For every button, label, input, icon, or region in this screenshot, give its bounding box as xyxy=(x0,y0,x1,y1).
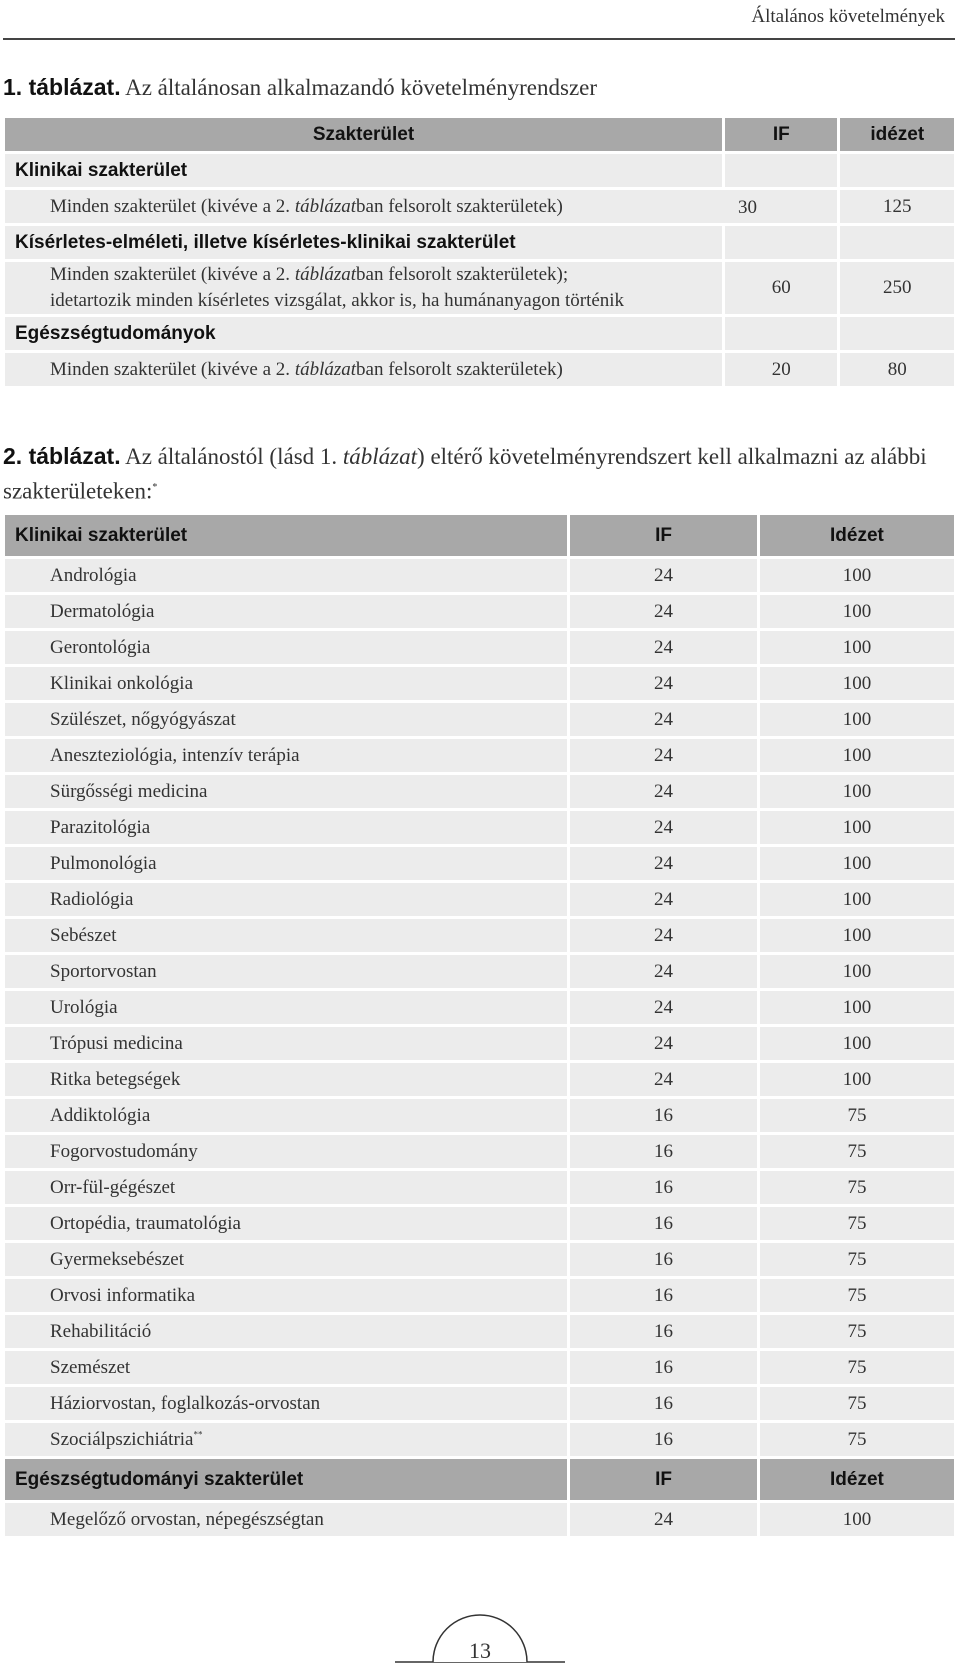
table1-caption-label: 1. táblázat. xyxy=(3,74,121,100)
table1-header-row xyxy=(5,118,954,151)
table2-header-idezet: Idézet xyxy=(760,515,954,556)
table2-row-if: 24 xyxy=(570,811,757,844)
table1-row xyxy=(5,262,954,314)
table2-row-if: 16 xyxy=(570,1135,757,1168)
table2-row xyxy=(5,1243,954,1276)
table2-row-idezet: 75 xyxy=(760,1351,954,1384)
table2-section2-header-if: IF xyxy=(570,1459,757,1500)
table2-row-if: 16 xyxy=(570,1171,757,1204)
table1-header-if: IF xyxy=(725,118,837,151)
table2-row-idezet: 100 xyxy=(760,955,954,988)
table2-row-idezet: 100 xyxy=(760,811,954,844)
table2-row-if: 24 xyxy=(570,595,757,628)
table2-row xyxy=(5,1315,954,1348)
table2-row-if: 24 xyxy=(570,667,757,700)
page-number-ornament xyxy=(0,1600,960,1663)
table2-row-idezet: 75 xyxy=(760,1315,954,1348)
table2-row-name: Megelőző orvostan, népegészségtan xyxy=(5,1503,567,1536)
table1-section-title: Kísérletes-elméleti, illetve kísérletes-klinikai szakterület xyxy=(5,226,722,259)
table2-row-if: 16 xyxy=(570,1387,757,1420)
table1-empty-cell xyxy=(725,154,837,187)
table1-header-szakterulet: Szakterület xyxy=(5,118,722,151)
table1-row xyxy=(5,353,954,386)
table2-row-name: Parazitológia xyxy=(5,811,567,844)
row-text-a: Minden szakterület (kivéve a 2. xyxy=(50,264,295,285)
table1-row-text xyxy=(5,353,722,386)
table2-row xyxy=(5,595,954,628)
table1-section-title: Egészségtudományok xyxy=(5,317,722,350)
table2-row xyxy=(5,847,954,880)
table2-row xyxy=(5,919,954,952)
table2-row-if: 24 xyxy=(570,991,757,1024)
table1-caption xyxy=(3,74,597,101)
table2-row-name: Háziorvostan, foglalkozás-orvostan xyxy=(5,1387,567,1420)
table1-empty-cell xyxy=(840,317,954,350)
table2-row xyxy=(5,1387,954,1420)
row-text-line2: idetartozik minden kísérletes vizsgálat, akkor is, ha humánanyagon történik xyxy=(50,290,625,311)
table2-caption-b: ) eltérő követelményrendszert kell alkalmazni az alábbi szakterületeken: xyxy=(3,444,927,504)
table2-row-if: 24 xyxy=(570,775,757,808)
table2-section2-header-row xyxy=(5,1459,954,1500)
table1-empty-cell xyxy=(725,317,837,350)
table2-row-idezet: 75 xyxy=(760,1171,954,1204)
table2-caption-italic: táblázat xyxy=(342,444,418,469)
table2 xyxy=(2,512,957,1539)
table2-row-idezet: 100 xyxy=(760,739,954,772)
table2-row-name: Rehabilitáció xyxy=(5,1315,567,1348)
table2-row-if: 24 xyxy=(570,703,757,736)
table2-row-idezet: 100 xyxy=(760,1027,954,1060)
table2-row-if: 16 xyxy=(570,1243,757,1276)
table2-row-if: 16 xyxy=(570,1279,757,1312)
table1-row-if: 20 xyxy=(725,353,837,386)
table2-caption xyxy=(3,441,958,507)
table2-row xyxy=(5,1423,954,1456)
table1-row-idezet: 250 xyxy=(840,262,954,314)
table1-row-idezet: 125 xyxy=(840,190,954,223)
table2-row-name: Orvosi informatika xyxy=(5,1279,567,1312)
row-text-italic: táblázat xyxy=(294,358,357,380)
table1-empty-cell xyxy=(725,226,837,259)
table2-row xyxy=(5,703,954,736)
table2-row-if: 24 xyxy=(570,1027,757,1060)
table2-row-if: 16 xyxy=(570,1315,757,1348)
table2-row-idezet: 75 xyxy=(760,1243,954,1276)
table2-row-idezet: 100 xyxy=(760,775,954,808)
table2-row-name: Gerontológia xyxy=(5,631,567,664)
footnote-marker: ** xyxy=(193,1429,203,1440)
table2-row-name: Aneszteziológia, intenzív terápia xyxy=(5,739,567,772)
table2-row-name: Sürgősségi medicina xyxy=(5,775,567,808)
table2-row-idezet: 100 xyxy=(760,631,954,664)
table2-row-name: Orr-fül-gégészet xyxy=(5,1171,567,1204)
table2-row-name: Szemészet xyxy=(5,1351,567,1384)
table2-row xyxy=(5,1171,954,1204)
table2-row xyxy=(5,1351,954,1384)
table2-row-name xyxy=(5,1423,567,1456)
table1-row xyxy=(5,190,954,223)
table2-row-if: 24 xyxy=(570,883,757,916)
table2-row-name: Ritka betegségek xyxy=(5,1063,567,1096)
table2-row-name: Szülészet, nőgyógyászat xyxy=(5,703,567,736)
table2-row-if: 24 xyxy=(570,1063,757,1096)
table1-section-title: Klinikai szakterület xyxy=(5,154,722,187)
page-number: 13 xyxy=(469,1638,491,1663)
table2-caption-label: 2. táblázat. xyxy=(3,443,121,469)
table1-row-text xyxy=(5,262,722,314)
table2-row-if: 24 xyxy=(570,919,757,952)
table2-row-idezet: 100 xyxy=(760,595,954,628)
table2-row-if: 24 xyxy=(570,739,757,772)
table2-row xyxy=(5,883,954,916)
table2-row xyxy=(5,667,954,700)
table2-row-idezet: 100 xyxy=(760,1503,954,1536)
table2-row-idezet: 100 xyxy=(760,667,954,700)
table2-row xyxy=(5,739,954,772)
table2-row xyxy=(5,631,954,664)
header-rule xyxy=(3,38,955,40)
table2-row-name: Gyermeksebészet xyxy=(5,1243,567,1276)
table2-row-name: Radiológia xyxy=(5,883,567,916)
table2-header-szakterulet: Klinikai szakterület xyxy=(5,515,567,556)
table2-row-if: 24 xyxy=(570,847,757,880)
table2-row-name: Sebészet xyxy=(5,919,567,952)
row-text-b: ban felsorolt szakterületek) xyxy=(356,195,563,217)
table2-row-if: 16 xyxy=(570,1099,757,1132)
running-header: Általános követelmények xyxy=(751,6,945,27)
table2-row-idezet: 100 xyxy=(760,559,954,592)
table2-row-name: Urológia xyxy=(5,991,567,1024)
table2-row-if: 16 xyxy=(570,1423,757,1456)
table2-row-idezet: 75 xyxy=(760,1207,954,1240)
row-text-a: Minden szakterület (kivéve a 2. xyxy=(50,358,295,380)
table1-section-title-row xyxy=(5,226,954,259)
table2-row xyxy=(5,1027,954,1060)
table2-row-if: 16 xyxy=(570,1207,757,1240)
table2-row xyxy=(5,775,954,808)
table1-header-idezet: idézet xyxy=(840,118,954,151)
table2-row-if: 24 xyxy=(570,631,757,664)
row-text-italic: táblázat xyxy=(294,195,357,217)
table2-row-name: Andrológia xyxy=(5,559,567,592)
table2-row-idezet: 100 xyxy=(760,703,954,736)
row-text-b: ban felsorolt szakterületek); xyxy=(356,264,569,285)
table1-empty-cell xyxy=(840,226,954,259)
table1-row-if: 30 xyxy=(738,197,757,218)
table2-row xyxy=(5,991,954,1024)
row-text-a: Minden szakterület (kivéve a 2. xyxy=(50,195,295,217)
table2-row xyxy=(5,1503,954,1536)
table2-row xyxy=(5,1063,954,1096)
table2-row-name: Ortopédia, traumatológia xyxy=(5,1207,567,1240)
table2-row-idezet: 75 xyxy=(760,1423,954,1456)
table2-row-idezet: 100 xyxy=(760,991,954,1024)
table2-row xyxy=(5,1279,954,1312)
table2-header-if: IF xyxy=(570,515,757,556)
table2-row-name: Klinikai onkológia xyxy=(5,667,567,700)
row-text-italic: táblázat xyxy=(294,264,357,285)
table2-row-if: 24 xyxy=(570,955,757,988)
table1-row-text xyxy=(5,190,837,223)
table2-row-idezet: 100 xyxy=(760,1063,954,1096)
table2-section2-header: Egészségtudományi szakterület xyxy=(5,1459,567,1500)
table2-row-idezet: 75 xyxy=(760,1279,954,1312)
table2-caption-a: Az általánostól (lásd 1. xyxy=(120,444,343,469)
table2-row-name: Fogorvostudomány xyxy=(5,1135,567,1168)
table2-row-name: Dermatológia xyxy=(5,595,567,628)
row-text-b: ban felsorolt szakterületek) xyxy=(356,358,563,380)
table2-row xyxy=(5,811,954,844)
table2-row-if: 24 xyxy=(570,559,757,592)
table2-header-row xyxy=(5,515,954,556)
table2-row-if: 16 xyxy=(570,1351,757,1384)
table2-row-idezet: 100 xyxy=(760,847,954,880)
table1-row-if: 60 xyxy=(725,262,837,314)
table1 xyxy=(2,115,957,389)
footnote-marker: * xyxy=(152,482,158,493)
table2-row xyxy=(5,1207,954,1240)
row-name-text: Szociálpszichiátria xyxy=(50,1428,194,1450)
table2-row-if: 24 xyxy=(570,1503,757,1536)
table2-row-idezet: 100 xyxy=(760,919,954,952)
table2-row xyxy=(5,1135,954,1168)
table2-row xyxy=(5,1099,954,1132)
table2-row-name: Trópusi medicina xyxy=(5,1027,567,1060)
table2-row-idezet: 75 xyxy=(760,1387,954,1420)
table2-row-name: Sportorvostan xyxy=(5,955,567,988)
table1-row-idezet: 80 xyxy=(840,353,954,386)
table2-row xyxy=(5,559,954,592)
table2-row xyxy=(5,955,954,988)
table2-row-idezet: 75 xyxy=(760,1099,954,1132)
table1-caption-text: Az általánosan alkalmazandó követelményrendszer xyxy=(120,75,598,100)
table1-section-title-row xyxy=(5,154,954,187)
table1-empty-cell xyxy=(840,154,954,187)
table2-row-idezet: 75 xyxy=(760,1135,954,1168)
table2-row-name: Addiktológia xyxy=(5,1099,567,1132)
table2-row-idezet: 100 xyxy=(760,883,954,916)
table2-row-name: Pulmonológia xyxy=(5,847,567,880)
table1-section-title-row xyxy=(5,317,954,350)
table2-section2-header-idezet: Idézet xyxy=(760,1459,954,1500)
